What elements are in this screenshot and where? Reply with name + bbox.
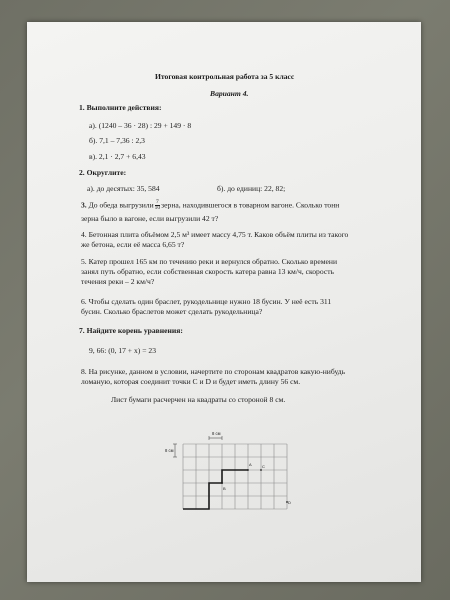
point-d-label: D bbox=[288, 500, 291, 505]
task8-note: Лист бумаги расчерчен на квадраты со стороной 8 см. bbox=[111, 395, 286, 404]
task8-grid-figure bbox=[163, 430, 303, 520]
grid-lines bbox=[183, 444, 287, 509]
task6-line2: бусин. Сколько браслетов может сделать рукодельница? bbox=[81, 307, 263, 316]
task1-item-c: в). 2,1 · 2,7 + 6,43 bbox=[89, 152, 146, 161]
task8-line1: 8. На рисунке, данном в условии, начертите по сторонам квадратов какую-нибудь bbox=[81, 367, 346, 376]
task4-line2: же бетона, если её масса 6,65 т? bbox=[81, 240, 185, 249]
scale-label-left: 8 см bbox=[165, 448, 174, 453]
point-c-marker bbox=[260, 469, 262, 471]
point-b-label: B bbox=[223, 486, 226, 491]
task7-equation: 9, 66: (0, 17 + x) = 23 bbox=[89, 346, 156, 355]
task1-item-a: а). (1240 – 36 · 28) : 29 + 149 · 8 bbox=[89, 121, 192, 130]
task2-item-b: б). до единиц: 22, 82; bbox=[217, 184, 286, 193]
variant-label: Вариант 4. bbox=[210, 89, 249, 98]
point-a-label: A bbox=[249, 462, 252, 467]
task3-fraction-denominator: 10 bbox=[154, 205, 161, 211]
scale-label-top: 8 см bbox=[212, 431, 221, 436]
task5-line1: 5. Катер прошел 165 км по течению реки и вернулся обратно. Сколько времени bbox=[81, 257, 338, 266]
broken-line-path bbox=[183, 470, 248, 509]
task4-line1: 4. Бетонная плита объёмом 2,5 м³ имеет массу 4,75 т. Каков объём плиты из такого bbox=[81, 230, 349, 239]
point-c-label: C bbox=[262, 464, 265, 469]
task2-heading: 2. Округлите: bbox=[79, 168, 127, 177]
task5-line3: течения реки – 2 км/ч? bbox=[81, 277, 155, 286]
task5-line2: занял путь обратно, если собственная скорость катера равна 13 км/ч, скорость bbox=[81, 267, 334, 276]
task2-item-a: а). до десятых: 35, 584 bbox=[87, 184, 160, 193]
task3-text-before: До обеда выгрузили bbox=[88, 200, 154, 210]
task3-line2: зерна было в вагоне, если выгрузили 42 т? bbox=[81, 214, 219, 223]
task1-item-b: б). 7,1 – 7,36 : 2,3 bbox=[89, 136, 145, 145]
task3-fraction bbox=[155, 200, 161, 211]
task3-text-after: зерна, находившегося в товарном вагоне. Сколько тонн bbox=[161, 200, 340, 210]
worksheet-title: Итоговая контрольная работа за 5 класс bbox=[155, 72, 295, 81]
task7-heading: 7. Найдите корень уравнения: bbox=[79, 326, 183, 335]
task3-fraction-numerator: 7 bbox=[156, 199, 159, 205]
task3-line1 bbox=[81, 200, 339, 211]
task8-line2: ломаную, которая соединит точки C и D и будет иметь длину 56 см. bbox=[81, 377, 301, 386]
task6-line1: 6. Чтобы сделать один браслет, рукодельнице нужно 18 бусин. У неё есть 311 bbox=[81, 297, 332, 306]
point-a-marker bbox=[247, 469, 249, 471]
task3-number: 3. bbox=[81, 200, 87, 210]
worksheet-page bbox=[27, 22, 421, 582]
point-b-marker bbox=[221, 482, 223, 484]
task1-heading: 1. Выполните действия: bbox=[79, 103, 162, 112]
